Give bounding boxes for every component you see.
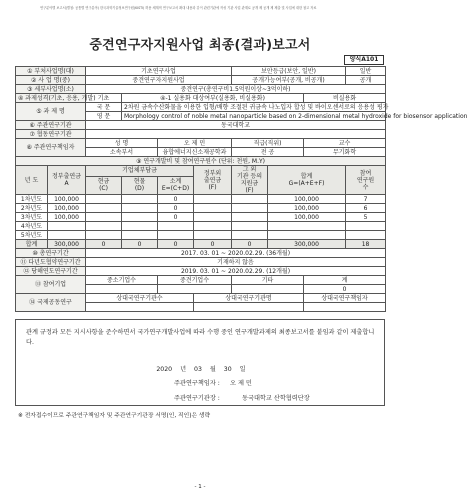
project-type-value: 기초 [86,94,122,103]
page-title: 중견연구자지원사업 최종(결과)보고서 [89,38,311,53]
top-note: 연구분야별 보고서(별첨: 공통별 연구분야) 한국과학기술정보연구원(KISTI) 허용 체계적 연구보고서 확대 내용과 같이 관련기관에 작성 기관 사업 관계로 공개 제 공개 제 제출 및 사업에 대한 참고 자료 [40,6,317,10]
inst-signature-label: 주관연구기관장 : [174,395,220,402]
row-program-name [16,76,386,85]
budget-sum-researchers: 18 [346,240,386,249]
budget-cash [86,213,122,222]
program-name-value: 중견연구자지원사업 [86,76,232,85]
participation-col-mid: 중견기업수 [158,276,232,285]
intl-name-value [194,303,304,312]
budget-researchers [346,222,386,231]
budget-kind [122,195,158,204]
budget-subtotal: 0 [158,195,194,204]
project-title-label: ⑤ 과 제 명 [16,103,86,121]
statement-text: 관계 규정과 모든 지시사항을 준수하면서 국가연구개발사업에 따라 수행 중인 연구개발과제의 최종보고서를 붙임과 같이 제출합니다. [26,329,375,346]
eng-title-value: Morphology control of noble metal nanoparticle based on 2-dimensional metal hydroxide for biosensor application [122,112,386,121]
budget-researchers [346,231,386,240]
security-level-label: 보안등급(보안, 일반) [232,67,346,76]
pi-label: ⑧ 주관연구책임자 [16,139,86,157]
row-intl-header [16,294,386,303]
budget-cash [86,195,122,204]
participation-total-value: 0 [304,285,386,294]
budget-sum-kind: 0 [122,240,158,249]
pi-signature-line [174,378,252,387]
budget-col-gov: 정부출연금 A [48,166,86,195]
budget-sum-subtotal: 0 [158,240,194,249]
row-coop-institution [16,130,386,139]
budget-etc [232,204,268,213]
pi-dept-label: 소속부서 [86,148,158,157]
pi-position-value: 교수 [304,139,386,148]
budget-sum-label: 합계 [16,240,48,249]
budget-row [16,195,386,204]
budget-researchers: 6 [346,204,386,213]
budget-total: 100,000 [268,195,346,204]
subprogram-label: ③ 세부사업명(소) [16,85,86,94]
budget-other [194,204,232,213]
budget-gov [48,231,86,240]
inst-signature-name: 동국대학교 산학협력단장 [242,395,310,402]
pi-major-value: 무기화학 [304,148,386,157]
budget-col-researchers: 참여 연구원 수 [346,166,386,195]
budget-year: 2차년도 [16,204,48,213]
row-lead-institution [16,121,386,130]
row-current-period [16,267,386,276]
row-budget-section [16,157,386,166]
lead-institution-value: 동국대학교 [86,121,386,130]
budget-row [16,204,386,213]
budget-other [194,222,232,231]
budget-subtotal [158,222,194,231]
budget-gov: 100,000 [48,195,86,204]
total-period-value: 2017. 03. 01 ~ 2020.02.29. (36개월) [86,249,386,258]
budget-col-total: 합계 G=(A+E+F) [268,166,346,195]
row-multiyear-period [16,258,386,267]
report-form-table [15,66,467,312]
budget-sum-etc: 0 [232,240,268,249]
budget-subtotal [158,231,194,240]
budget-researchers: 7 [346,195,386,204]
budget-row [16,222,386,231]
footnote: ※ 전자접수이므로 주관연구책임자 및 주관연구기관장 서명(인, 직인)은 생략 [18,413,211,419]
budget-other [194,213,232,222]
submission-statement-box [15,319,385,406]
intl-count-value [86,303,194,312]
budget-section-label: ⑨ 연구개발비 및 참여연구원수 (단위: 천원, M.Y) [16,157,386,166]
intl-label: ⑭ 국제공동연구 [16,294,86,312]
budget-row [16,231,386,240]
row-participation-header [16,276,386,285]
pi-name-label: 성 명 [86,139,158,148]
budget-col-corp: 기업체부담금 [86,166,194,177]
budget-kind [122,213,158,222]
pi-name-value: 오 제 민 [158,139,232,148]
pi-dept-value: 융합에너지신소재공학과 [158,148,232,157]
budget-sum-row [16,240,386,249]
budget-col-year: 년 도 [16,166,48,195]
intl-col-pi: 상대국연구책임자 [304,294,386,303]
lead-institution-label: ⑥ 주관연구기관 [16,121,86,130]
coop-institution-label: ⑦ 협동연구기관 [16,130,86,139]
participation-col-other: 기타 [232,276,304,285]
budget-col-etc: 그 외 기관 등의 지원금 (F) [232,166,268,195]
budget-other [194,195,232,204]
commercialization-value: 비실용화 [304,94,386,103]
intl-col-name: 상대국연구기관명 [194,294,304,303]
budget-subtotal: 0 [158,204,194,213]
current-period-value: 2019. 03. 01 ~ 2020.02.29. (12개월) [86,267,386,276]
intl-col-count: 상대국연구기관수 [86,294,194,303]
multiyear-period-label: ⑪ 다년도협약연구기간 [16,258,86,267]
commercialization-label: ④-1 실용화 대상여부(실용화, 비실용화) [122,94,304,103]
budget-total [268,222,346,231]
budget-total [268,231,346,240]
budget-col-subtotal: 소계 E=(C+D) [158,176,194,194]
budget-row [16,213,386,222]
budget-gov [48,222,86,231]
disclosure-label: 공개가능여부(공개, 비공개) [232,76,346,85]
participation-label: ⑬ 참여기업 [16,276,86,294]
total-period-label: ⑩ 총연구기간 [16,249,86,258]
participation-col-total: 계 [304,276,386,285]
form-number-badge: 양식A101 [344,55,384,65]
budget-gov: 100,000 [48,213,86,222]
intl-pi-value [304,303,386,312]
coop-institution-value [86,130,386,139]
budget-year: 3차년도 [16,213,48,222]
subprogram-value: 중견연구(총연구비1.5억원이상~3억이하) [86,85,386,94]
eng-title-label: 영 문 [86,112,122,121]
budget-sum-total: 300,000 [268,240,346,249]
inst-signature-line [174,393,310,402]
participation-col-small: 중소기업수 [86,276,158,285]
budget-total: 100,000 [268,213,346,222]
security-level-value: 일반 [346,67,386,76]
row-project-type [16,94,386,103]
pi-signature-label: 주관연구책임자 : [174,380,220,387]
row-project-title-kor [16,103,386,112]
budget-etc [232,213,268,222]
pi-major-label: 전 공 [232,148,304,157]
budget-kind [122,231,158,240]
budget-other [194,231,232,240]
budget-cash [86,231,122,240]
submission-date: 2020 년 03 월 30 일 [156,366,246,373]
budget-gov: 100,000 [48,204,86,213]
page-number: - 1 - [194,484,206,490]
row-budget-header-1 [16,166,386,177]
row-pi-name [16,139,386,148]
row-total-period [16,249,386,258]
budget-col-cash: 현금 (C) [86,176,122,194]
multiyear-period-value: 기재하지 않음 [86,258,386,267]
current-period-label: ⑫ 당해연도연구기간 [16,267,86,276]
budget-etc [232,222,268,231]
row-subprogram [16,85,386,94]
budget-kind [122,204,158,213]
budget-year: 4차년도 [16,222,48,231]
budget-col-kind: 현물 (D) [122,176,158,194]
budget-researchers: 5 [346,213,386,222]
budget-cash [86,222,122,231]
program-name-label: ② 사 업 명(중) [16,76,86,85]
budget-total: 100,000 [268,204,346,213]
budget-sum-other: 0 [194,240,232,249]
row-ministry-program [16,67,386,76]
pi-signature-name: 오 제 민 [230,380,252,387]
ministry-program-value: 기초연구사업 [86,67,232,76]
ministry-program-label: ① 부처사업명(대) [16,67,86,76]
kor-title-value: 2차원 금속수산화물을 이용한 입형/배향 조절된 귀금속 나노입자 합성 및 바이오센서로의 응용성 평가 [122,103,386,112]
budget-etc [232,231,268,240]
budget-subtotal: 0 [158,213,194,222]
budget-year: 1차년도 [16,195,48,204]
participation-other-value [232,285,304,294]
budget-sum-gov: 300,000 [48,240,86,249]
budget-col-other: 정부외 출연금 (F) [194,166,232,195]
budget-kind [122,222,158,231]
budget-sum-cash: 0 [86,240,122,249]
budget-etc [232,195,268,204]
project-type-label: ④ 과제성격(기초, 응용, 개발) [16,94,86,103]
pi-position-label: 직급(직위) [232,139,304,148]
disclosure-value: 공개 [346,76,386,85]
budget-year: 5차년도 [16,231,48,240]
participation-mid-value [158,285,232,294]
kor-title-label: 국 문 [86,103,122,112]
budget-cash [86,204,122,213]
participation-small-value [86,285,158,294]
